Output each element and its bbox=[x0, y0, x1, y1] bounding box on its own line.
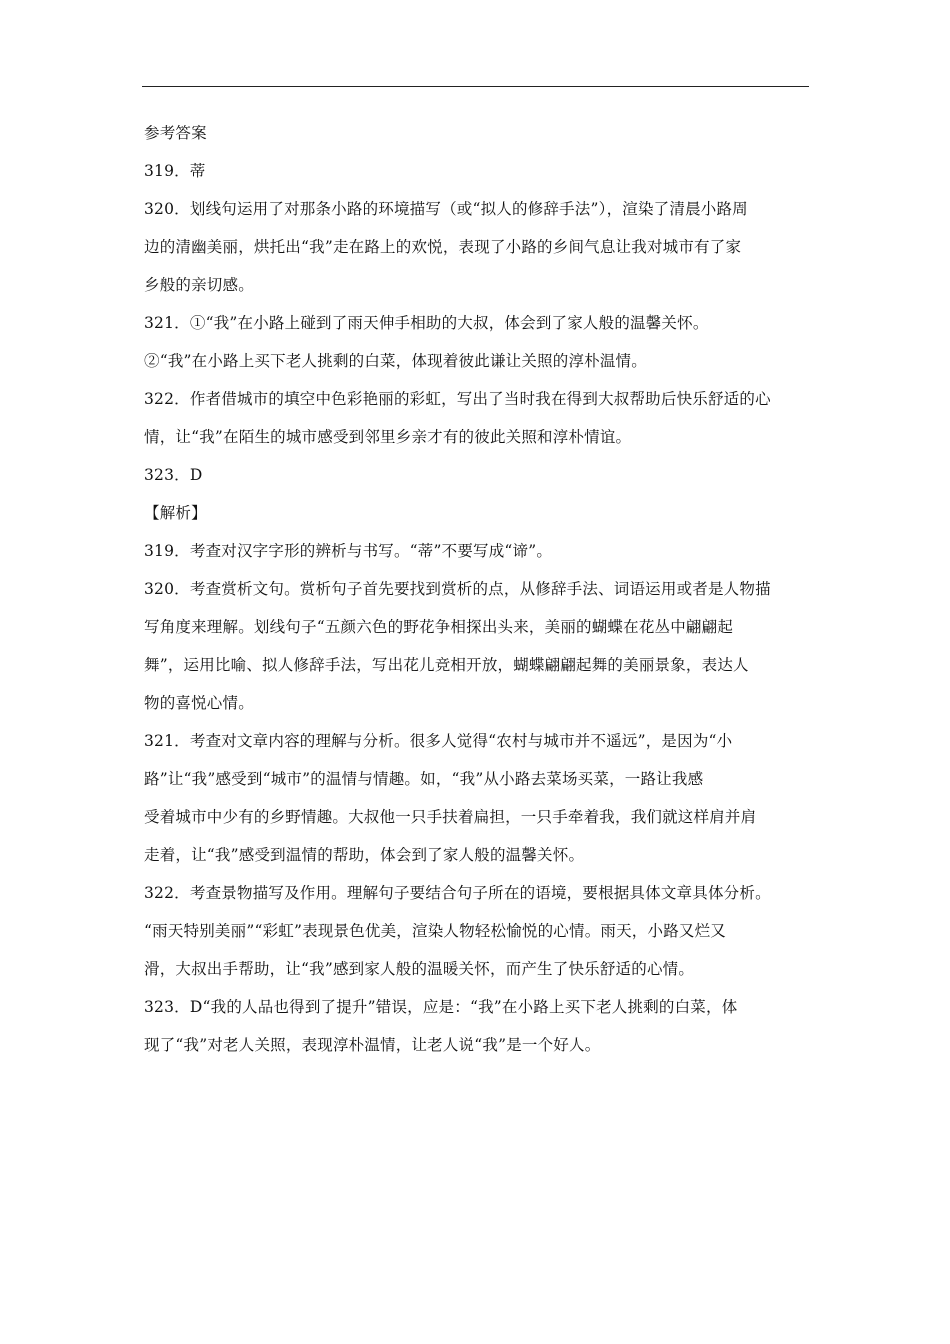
analysis-line: 323．D“我的人品也得到了提升”错误，应是：“我”在小路上买下老人挑剩的白菜，体 bbox=[144, 998, 738, 1016]
answer-heading: 参考答案 bbox=[144, 124, 207, 142]
analysis-heading: 【解析】 bbox=[144, 504, 207, 522]
analysis-line: 321．考查对文章内容的理解与分析。很多人觉得“农村与城市并不遥远”，是因为“小 bbox=[144, 732, 733, 750]
header-rule bbox=[142, 86, 809, 87]
analysis-line: 走着，让“我”感受到温情的帮助，体会到了家人般的温馨关怀。 bbox=[144, 846, 585, 864]
analysis-line: 舞”，运用比喻、拟人修辞手法，写出花儿竞相开放，蝴蝶翩翩起舞的美丽景象，表达人 bbox=[144, 656, 749, 674]
answer-line: 321．①“我”在小路上碰到了雨天伸手相助的大叔，体会到了家人般的温馨关怀。 bbox=[144, 314, 709, 332]
analysis-line: 320．考查赏析文句。赏析句子首先要找到赏析的点，从修辞手法、词语运用或者是人物描 bbox=[144, 580, 771, 598]
answer-line: 情，让“我”在陌生的城市感受到邻里乡亲才有的彼此关照和淳朴情谊。 bbox=[144, 428, 632, 446]
answer-line: 323．D bbox=[144, 466, 203, 484]
answer-line: 边的清幽美丽，烘托出“我”走在路上的欢悦，表现了小路的乡间气息让我对城市有了家 bbox=[144, 238, 742, 256]
analysis-line: “雨天特别美丽”“彩虹”表现景色优美，渲染人物轻松愉悦的心情。雨天，小路又烂又 bbox=[144, 922, 726, 940]
answer-line: 320．划线句运用了对那条小路的环境描写（或“拟人的修辞手法”），渲染了清晨小路周 bbox=[144, 200, 748, 218]
answer-line: 乡般的亲切感。 bbox=[144, 276, 254, 294]
analysis-line: 路”让“我”感受到“城市”的温情与情趣。如，“我”从小路去菜场买菜，一路让我感 bbox=[144, 770, 704, 788]
analysis-line: 物的喜悦心情。 bbox=[144, 694, 254, 712]
document-body bbox=[144, 114, 810, 1064]
answer-line: 319．蒂 bbox=[144, 162, 206, 180]
answer-line: ②“我”在小路上买下老人挑剩的白菜，体现着彼此谦让关照的淳朴温情。 bbox=[144, 352, 647, 370]
analysis-line: 322．考查景物描写及作用。理解句子要结合句子所在的语境，要根据具体文章具体分析。 bbox=[144, 884, 771, 902]
analysis-line: 现了“我”对老人关照，表现淳朴温情，让老人说“我”是一个好人。 bbox=[144, 1036, 601, 1054]
analysis-line: 写角度来理解。划线句子“五颜六色的野花争相探出头来，美丽的蝴蝶在花丛中翩翩起 bbox=[144, 618, 734, 636]
analysis-line: 319．考查对汉字字形的辨析与书写。“蒂”不要写成“谛”。 bbox=[144, 542, 553, 560]
answer-line: 322．作者借城市的填空中色彩艳丽的彩虹，写出了当时我在得到大叔帮助后快乐舒适的心 bbox=[144, 390, 771, 408]
analysis-line: 滑，大叔出手帮助，让“我”感到家人般的温暖关怀，而产生了快乐舒适的心情。 bbox=[144, 960, 695, 978]
analysis-line: 受着城市中少有的乡野情趣。大叔他一只手扶着扁担，一只手牵着我，我们就这样肩并肩 bbox=[144, 808, 757, 826]
